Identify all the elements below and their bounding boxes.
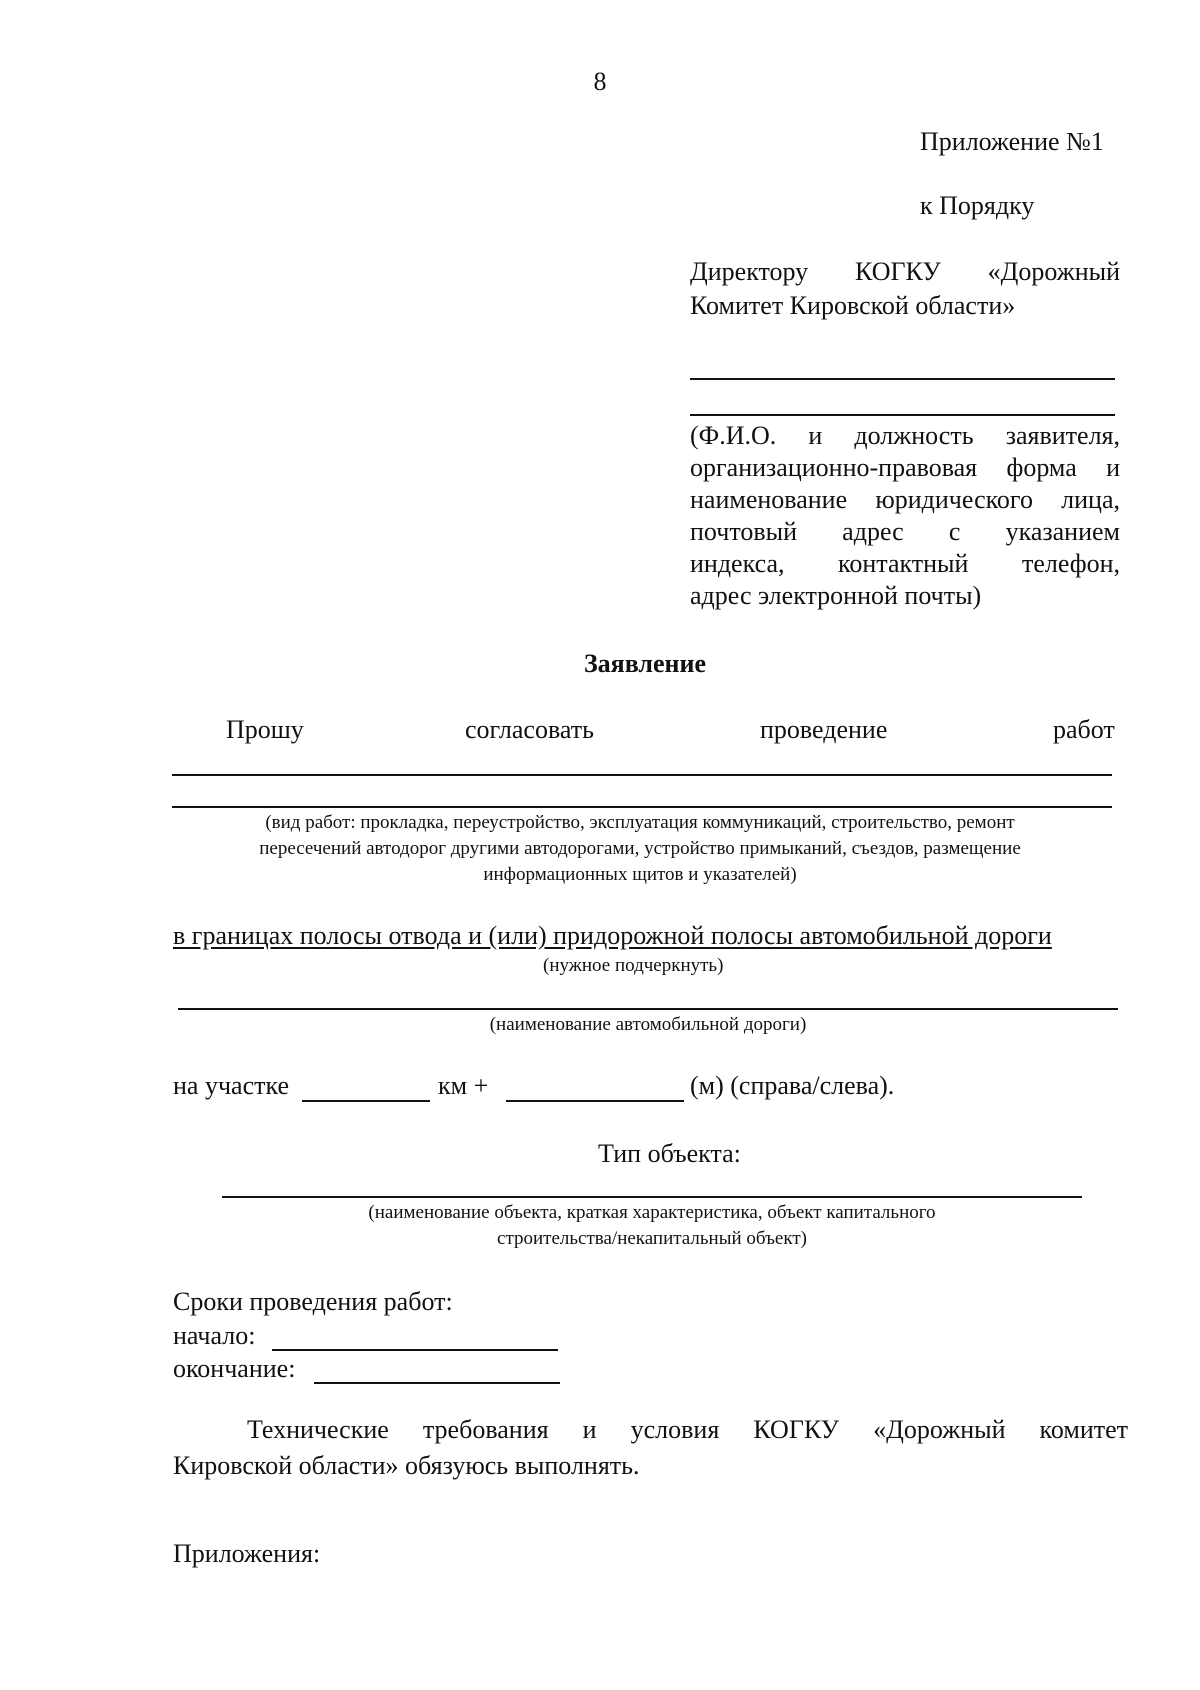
applicant-blank-line-1[interactable] [690, 378, 1115, 380]
obligation-text [173, 1414, 1128, 1482]
section-km-label: км + [438, 1071, 489, 1100]
applicant-hint-line: (Ф.И.О. и должность заявителя, [690, 421, 1120, 450]
to-order-label: к Порядку [920, 191, 1035, 220]
applicant-hint-line: наименование юридического лица, [690, 485, 1120, 514]
terms-label: Сроки проведения работ: [173, 1287, 453, 1316]
applicant-hint-line: индекса, контактный телефон, [690, 549, 1120, 578]
boundary-hint: (нужное подчеркнуть) [543, 955, 724, 976]
work-type-hint-line: пересечений автодорог другими автодорогами, устройство примыканий, съездов, размещение [259, 838, 1021, 859]
object-type-label: Тип объекта: [598, 1139, 741, 1168]
section-km-blank[interactable] [302, 1100, 430, 1102]
applicant-hint-line: организационно-правовая форма и [690, 453, 1120, 482]
applicant-hint [690, 420, 1120, 612]
road-name-hint: (наименование автомобильной дороги) [489, 1014, 807, 1035]
boundary-text: в границах полосы отвода и (или) придорожной полосы автомобильной дороги [173, 921, 1052, 950]
terms-end-blank[interactable] [314, 1382, 560, 1384]
work-type-blank-line-1[interactable] [172, 774, 1112, 776]
object-hint-line: строительства/некапитальный объект) [497, 1228, 807, 1249]
page-number: 8 [593, 67, 607, 96]
road-name-blank-line[interactable] [178, 1008, 1118, 1010]
work-type-blank-line-2[interactable] [172, 806, 1112, 808]
addressee-line-2: Комитет Кировской области» [690, 291, 1016, 320]
request-word-1: Прошу [226, 715, 304, 744]
request-word-3: проведение [760, 715, 888, 744]
section-prefix: на участке [173, 1071, 289, 1100]
applicant-hint-line: почтовый адрес с указанием [690, 517, 1120, 546]
request-word-2: согласовать [465, 715, 594, 744]
object-hint [222, 1200, 1082, 1252]
applicant-blank-line-2[interactable] [690, 414, 1115, 416]
terms-start-label: начало: [173, 1321, 256, 1350]
section-m-blank[interactable] [506, 1100, 684, 1102]
obligation-line: Технические требования и условия КОГКУ «Дорожный комитет [247, 1415, 1128, 1444]
work-type-hint [150, 810, 1130, 888]
object-blank-line[interactable] [222, 1196, 1082, 1198]
appendix-label: Приложение №1 [920, 127, 1104, 156]
obligation-line: Кировской области» обязуюсь выполнять. [173, 1451, 640, 1480]
attachments-label: Приложения: [173, 1539, 321, 1568]
work-type-hint-line: информационных щитов и указателей) [483, 864, 797, 885]
work-type-hint-line: (вид работ: прокладка, переустройство, эксплуатация коммуникаций, строительство, ремонт [265, 812, 1015, 833]
request-word-4: работ [1053, 715, 1115, 744]
object-hint-line: (наименование объекта, краткая характеристика, объект капитального [368, 1202, 936, 1223]
applicant-hint-line: адрес электронной почты) [690, 581, 982, 610]
addressee-line-1: Директору КОГКУ «Дорожный [690, 257, 1120, 286]
terms-start-blank[interactable] [272, 1349, 558, 1351]
document-title: Заявление [583, 649, 707, 678]
section-suffix: (м) (справа/слева). [690, 1071, 895, 1100]
terms-end-label: окончание: [173, 1354, 296, 1383]
